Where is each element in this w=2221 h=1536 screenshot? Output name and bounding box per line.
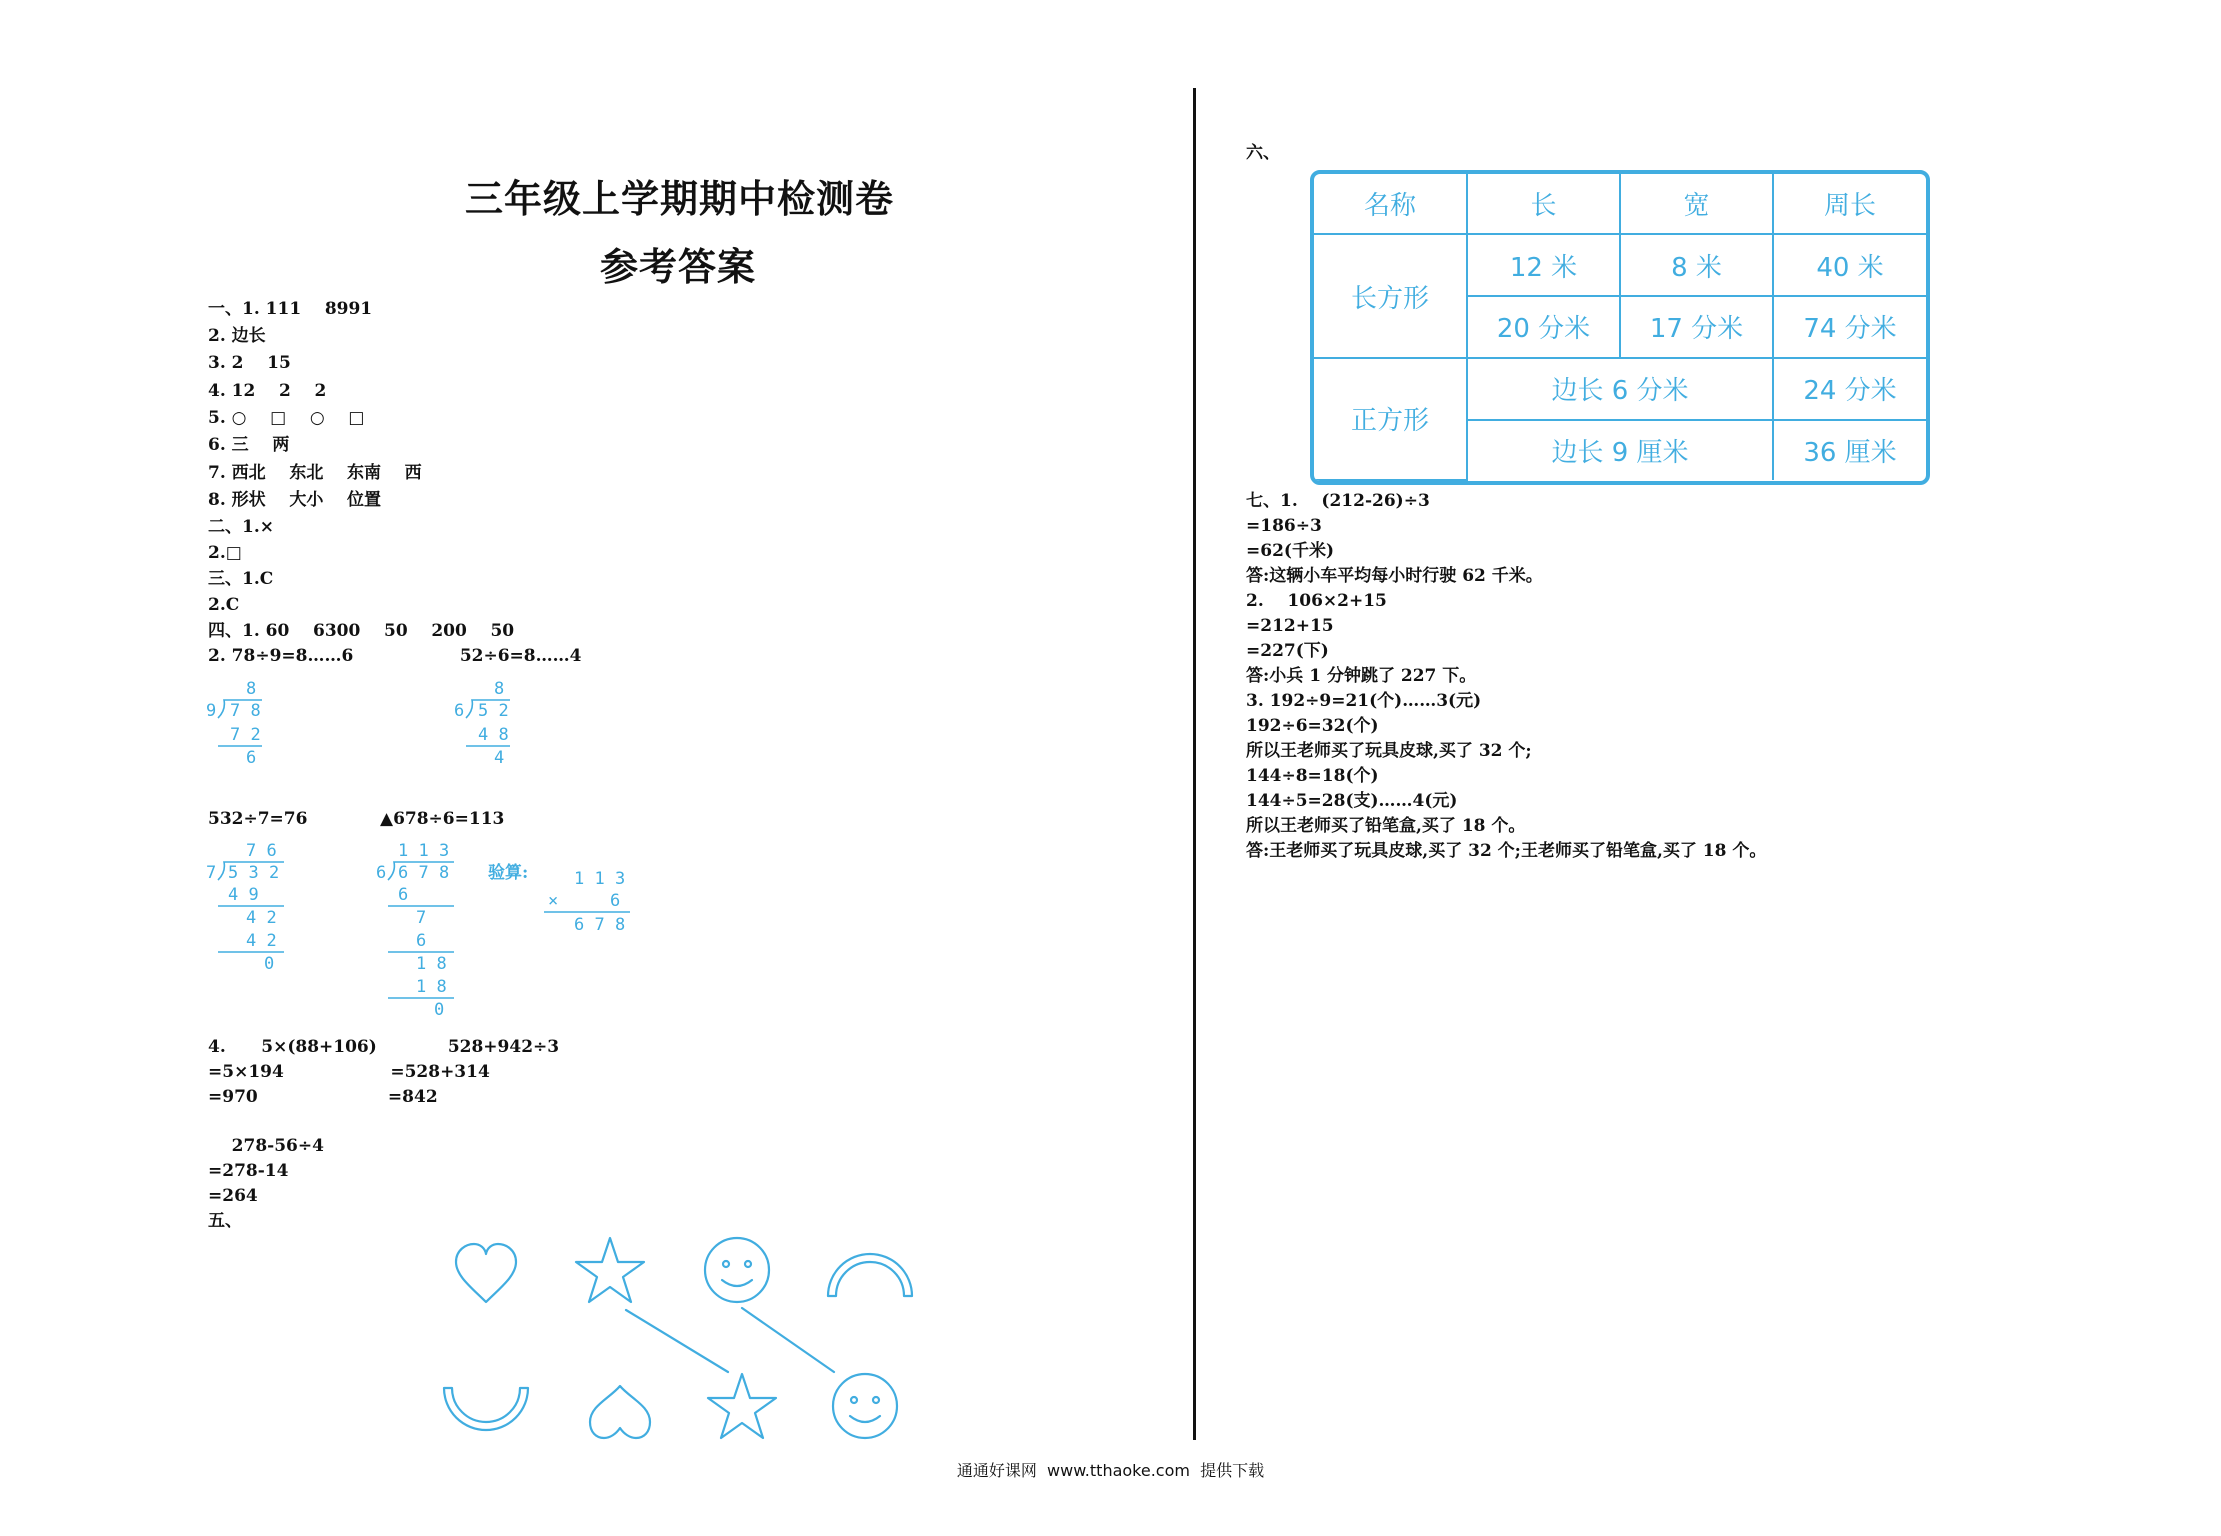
answer-line: 2.□ — [208, 543, 242, 563]
verify-op: × — [548, 891, 559, 911]
answer-line: 七、1. (212-26)÷3 — [1246, 491, 1430, 511]
div-remainder: 4 — [494, 748, 505, 768]
table-cell: 边长 9 厘米 — [1467, 420, 1773, 480]
div-divisor: 6 — [454, 701, 465, 721]
div-dividend: 5 2 — [478, 701, 509, 721]
answer-line: 6. 三 两 — [208, 435, 290, 455]
answer-line: =264 — [208, 1186, 258, 1206]
table-row-label: 正方形 — [1314, 358, 1467, 480]
answer-line: 四、1. 60 6300 50 200 50 — [208, 621, 515, 641]
div-subtract: 4 8 — [478, 725, 509, 745]
table-cell: 74 分米 — [1773, 296, 1926, 358]
answer-line: 所以王老师买了铅笔盒,买了 18 个。 — [1246, 816, 1526, 836]
answer-line: 2. 106×2+15 — [1246, 591, 1387, 611]
div-step: 4 2 — [246, 908, 277, 928]
page-title: 三年级上学期期中检测卷 — [465, 176, 895, 221]
div-remainder: 6 — [246, 748, 257, 768]
answer-line: 192÷6=32(个) — [1246, 716, 1379, 736]
heart-outline-icon — [456, 1244, 516, 1302]
match-line — [626, 1310, 728, 1372]
smiley-outline-icon — [705, 1238, 769, 1302]
section-label: 五、 — [208, 1211, 242, 1231]
smiley-outline-icon — [833, 1374, 897, 1438]
answer-line: =186÷3 — [1246, 516, 1322, 536]
long-division-532-7 — [200, 838, 300, 978]
div-divisor: 6 — [376, 863, 387, 883]
answer-line: =62(千米) — [1246, 541, 1334, 561]
div-dividend: 7 8 — [230, 701, 261, 721]
answer-line: 5. ○ □ ○ □ — [208, 408, 365, 428]
answer-line: =278-14 — [208, 1161, 289, 1181]
verification-multiplication — [488, 860, 638, 940]
answer-line: 278-56÷4 — [208, 1136, 324, 1156]
table-header: 周长 — [1773, 174, 1926, 234]
div-quotient: 7 6 — [246, 841, 277, 861]
table-cell: 20 分米 — [1467, 296, 1620, 358]
answer-line: 532÷7=76 — [208, 809, 308, 829]
div-step: 7 — [416, 908, 427, 928]
answer-line: 三、1.C — [208, 569, 274, 589]
div-divisor: 7 — [206, 863, 217, 883]
answer-line: ▲678÷6=113 — [380, 809, 505, 829]
table-cell: 40 米 — [1773, 234, 1926, 296]
answer-line: 3. 2 15 — [208, 353, 291, 373]
div-step: 6 — [416, 931, 427, 951]
answer-line: 答:王老师买了玩具皮球,买了 32 个;王老师买了铅笔盒,买了 18 个。 — [1246, 841, 1767, 861]
div-dividend: 6 7 8 — [398, 863, 450, 883]
table-cell: 17 分米 — [1620, 296, 1773, 358]
answer-line: 7. 西北 东北 东南 西 — [208, 463, 422, 483]
answer-line: 4. 5×(88+106) 528+942÷3 — [208, 1037, 560, 1057]
answer-line: 3. 192÷9=21(个)……3(元) — [1246, 691, 1482, 711]
page-divider — [1193, 88, 1196, 1440]
answer-line: 2. 78÷9=8……6 52÷6=8……4 — [208, 646, 582, 666]
div-step: 4 9 — [228, 885, 259, 905]
answer-line: 二、1.× — [208, 517, 274, 537]
div-remainder: 0 — [434, 1000, 445, 1020]
div-divisor: 9 — [206, 701, 217, 721]
table-cell: 边长 6 分米 — [1467, 358, 1773, 420]
footer-credit: 通通好课网 www.tthaoke.com 提供下载 — [956, 1461, 1265, 1480]
page-subtitle: 参考答案 — [600, 244, 757, 289]
arc-up-outline-icon — [828, 1254, 912, 1296]
div-quotient: 8 — [494, 679, 505, 699]
verify-top: 1 1 3 — [574, 869, 626, 889]
table-header: 名称 — [1314, 174, 1467, 234]
table-cell: 36 厘米 — [1773, 420, 1926, 480]
answer-line: =212+15 — [1246, 616, 1334, 636]
table-cell: 24 分米 — [1773, 358, 1926, 420]
answer-line: 4. 12 2 2 — [208, 381, 327, 401]
long-division-678-6 — [370, 838, 470, 1028]
answer-line: 一、1. 111 8991 — [208, 299, 373, 319]
answer-line: =970 =842 — [208, 1087, 438, 1107]
heart-outline-icon — [590, 1386, 650, 1438]
answer-line: 答:小兵 1 分钟跳了 227 下。 — [1246, 666, 1477, 686]
table-header: 宽 — [1620, 174, 1773, 234]
verify-mult: 6 — [610, 891, 621, 911]
div-dividend: 5 3 2 — [228, 863, 280, 883]
div-step: 1 8 — [416, 977, 447, 997]
dimension-table — [1310, 170, 1930, 485]
answer-line: 2. 边长 — [208, 326, 266, 346]
table-cell: 8 米 — [1620, 234, 1773, 296]
star-outline-icon — [708, 1374, 776, 1438]
div-step: 4 2 — [246, 931, 277, 951]
table-header: 长 — [1467, 174, 1620, 234]
long-division-78-9 — [200, 676, 280, 776]
div-step: 6 — [398, 885, 409, 905]
div-quotient: 1 1 3 — [398, 841, 450, 861]
verify-result: 6 7 8 — [574, 915, 626, 935]
table-cell: 12 米 — [1467, 234, 1620, 296]
answer-line: 8. 形状 大小 位置 — [208, 490, 382, 510]
answer-line: 144÷8=18(个) — [1246, 766, 1379, 786]
shape-matching-diagram — [430, 1220, 930, 1450]
verify-label: 验算: — [488, 863, 529, 883]
div-remainder: 0 — [264, 954, 275, 974]
div-step: 1 8 — [416, 954, 447, 974]
arc-down-outline-icon — [444, 1388, 528, 1430]
answer-line: 144÷5=28(支)……4(元) — [1246, 791, 1458, 811]
div-quotient: 8 — [246, 679, 257, 699]
answer-line: 所以王老师买了玩具皮球,买了 32 个; — [1246, 741, 1532, 761]
answer-line: 2.C — [208, 595, 240, 615]
div-subtract: 7 2 — [230, 725, 261, 745]
answer-line: 答:这辆小车平均每小时行驶 62 千米。 — [1246, 566, 1543, 586]
long-division-52-6 — [448, 676, 528, 776]
match-line — [742, 1308, 834, 1372]
answer-line: =5×194 =528+314 — [208, 1062, 490, 1082]
answer-line: =227(下) — [1246, 641, 1329, 661]
star-outline-icon — [576, 1238, 644, 1302]
table-row-label: 长方形 — [1314, 234, 1467, 358]
section-label: 六、 — [1246, 143, 1280, 163]
